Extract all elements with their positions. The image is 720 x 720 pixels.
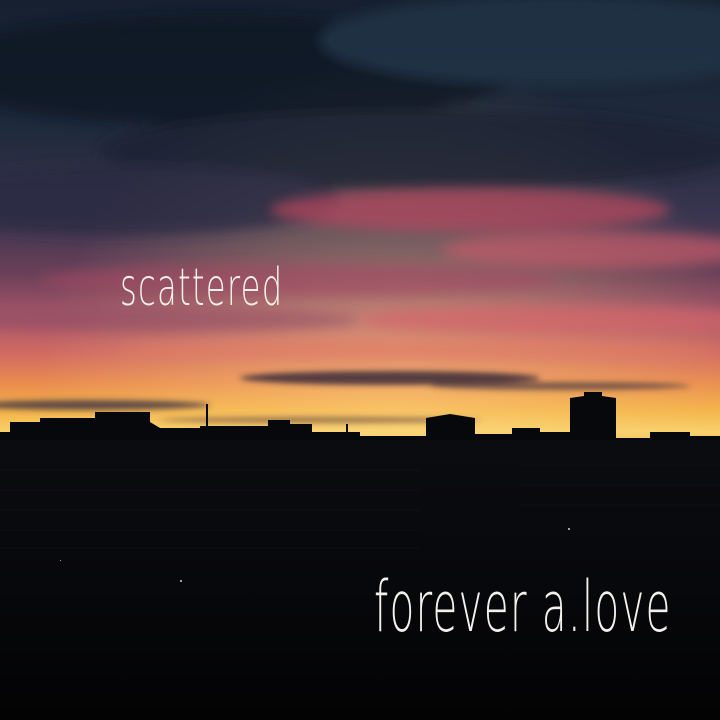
album-title: scattered: [120, 258, 284, 318]
artist-name: forever a.love: [374, 566, 672, 648]
